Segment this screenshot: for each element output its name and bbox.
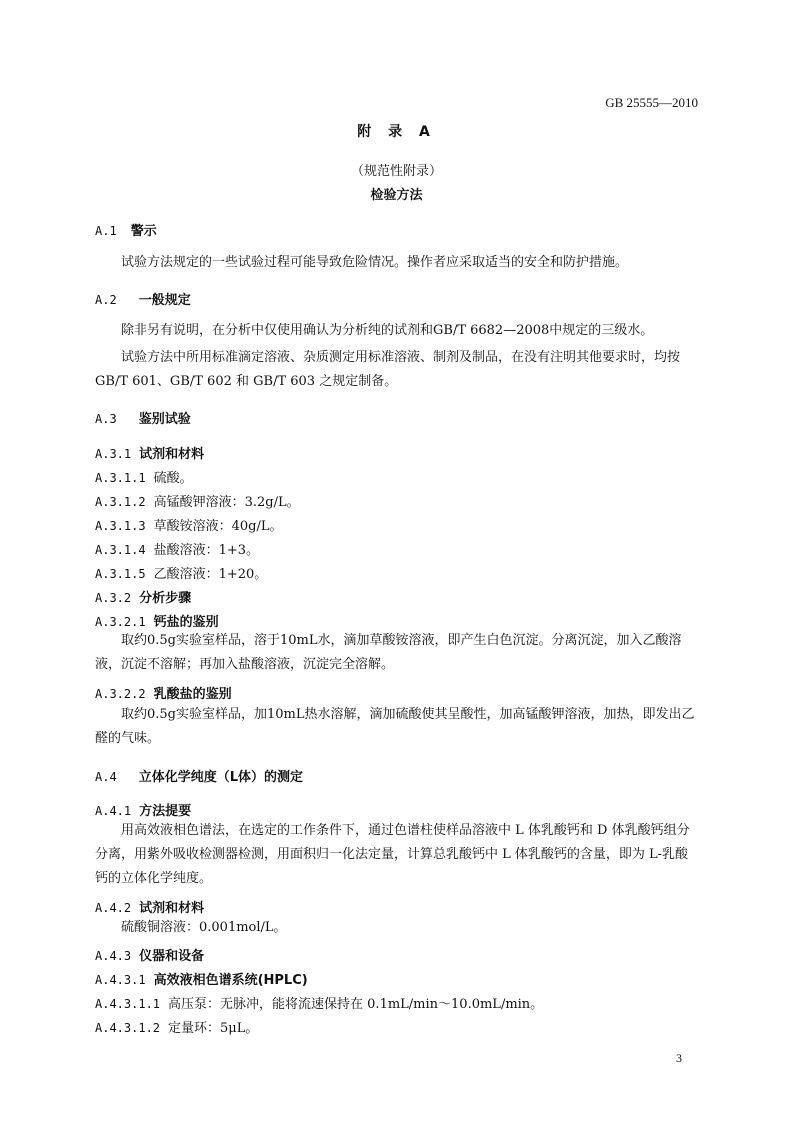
- annex-normative-label: （规范性附录）: [350, 164, 442, 179]
- section-number: A.4.3.1: [95, 973, 146, 987]
- paragraph-lactate-identification: 取约0.5g实验室样品，加10mL热水溶解，滴加硫酸使其呈酸性，加高锰酸钾溶液，加热，即发出乙醛的气味。: [95, 707, 695, 746]
- annex-subtitle: 检验方法: [370, 188, 423, 203]
- section-title: 高效液相色谱系统(HPLC): [153, 973, 308, 988]
- item-text: 高锰酸钾溶液：3.2g/L。: [153, 495, 300, 510]
- section-a2-heading: [95, 289, 191, 308]
- item-text: 草酸铵溶液：40g/L。: [153, 519, 283, 534]
- item-a4312: [95, 1017, 258, 1036]
- page-number: 3: [676, 1051, 682, 1065]
- section-number: A.3: [95, 412, 117, 426]
- section-title: 仪器和设备: [139, 949, 205, 964]
- item-a314: [95, 539, 259, 558]
- item-number: A.4.3.1.2: [95, 1021, 161, 1035]
- section-a1-heading: [95, 220, 157, 239]
- section-title: 一般规定: [138, 293, 191, 308]
- standard-number: GB 25555—2010: [605, 95, 698, 110]
- section-title: 分析步骤: [139, 591, 192, 606]
- item-text: 盐酸溶液：1+3。: [153, 543, 260, 558]
- section-a322-heading: [95, 683, 232, 702]
- item-text: 硫酸。: [153, 471, 193, 486]
- section-a43-heading: [95, 945, 204, 964]
- item-a311: [95, 467, 193, 486]
- section-a31-heading: [95, 443, 204, 462]
- item-a315: [95, 563, 267, 582]
- paragraph-method-summary: 用高效液相色谱法，在选定的工作条件下，通过色谱柱使样品溶液中 L 体乳酸钙和 D 体乳酸钙组分分离，用紫外吸收检测器检测，用面积归一化法定量，计算总乳酸钙中 L 体乳酸钙的含量，即为 L-乳酸钙的立体化学纯度。: [95, 823, 690, 886]
- item-a4311: [95, 993, 543, 1012]
- section-number: A.3.2: [95, 591, 132, 605]
- section-title: 试剂和材料: [139, 901, 205, 916]
- section-number: A.4: [95, 770, 117, 784]
- paragraph-warning: 试验方法规定的一些试验过程可能导致危险情况。操作者应采取适当的安全和防护措施。: [121, 255, 629, 270]
- item-number: A.4.3.1.1: [95, 997, 161, 1011]
- item-number: A.3.1.3: [95, 519, 146, 533]
- item-a313: [95, 515, 282, 534]
- section-title: 鉴别试验: [138, 412, 191, 427]
- section-title: 钙盐的鉴别: [153, 615, 219, 630]
- section-a3-heading: [95, 408, 191, 427]
- section-a4-heading: [95, 766, 303, 785]
- paragraph-calcium-identification: 取约0.5g实验室样品，溶于10mL水，滴加草酸铵溶液，即产生白色沉淀。分离沉淀，加入乙酸溶液，沉淀不溶解；再加入盐酸溶液，沉淀完全溶解。: [95, 633, 682, 672]
- annex-title: 附 录 A: [357, 124, 436, 140]
- item-number: A.3.1.4: [95, 543, 146, 557]
- section-a41-heading: [95, 800, 191, 819]
- item-text: 乙酸溶液：1+20。: [153, 567, 268, 582]
- section-number: A.4.3: [95, 949, 132, 963]
- section-title: 立体化学纯度（L体）的测定: [138, 770, 303, 785]
- item-number: A.3.1.5: [95, 567, 146, 581]
- paragraph-reagents: 硫酸铜溶液：0.001mol/L。: [121, 920, 287, 935]
- section-number: A.3.1: [95, 447, 132, 461]
- paragraph-general-2: 试验方法中所用标准滴定溶液、杂质测定用标准溶液、制剂及制品，在没有注明其他要求时，均按 GB/T 601、GB/T 602 和 GB/T 603 之规定制备。: [95, 350, 681, 389]
- section-title: 试剂和材料: [139, 447, 205, 462]
- item-a312: [95, 491, 300, 510]
- section-number: A.3.2.2: [95, 687, 146, 701]
- item-number: A.3.1.2: [95, 495, 146, 509]
- section-title: 警示: [130, 224, 157, 239]
- section-number: A.1: [95, 224, 117, 238]
- section-number: A.3.2.1: [95, 615, 146, 629]
- paragraph-general-1: 除非另有说明，在分析中仅使用确认为分析纯的试剂和GB/T 6682—2008中规定的三级水。: [121, 323, 654, 338]
- section-a42-heading: [95, 897, 204, 916]
- section-number: A.4.1: [95, 804, 132, 818]
- section-a32-heading: [95, 587, 191, 606]
- section-number: A.2: [95, 293, 117, 307]
- section-title: 乳酸盐的鉴别: [153, 687, 232, 702]
- section-a321-heading: [95, 611, 219, 630]
- item-text: 定量环：5μL。: [168, 1021, 259, 1036]
- item-text: 高压泵：无脉冲，能将流速保持在 0.1mL/min～10.0mL/min。: [168, 997, 544, 1012]
- section-a431-heading: [95, 969, 308, 988]
- item-number: A.3.1.1: [95, 471, 146, 485]
- section-title: 方法提要: [139, 804, 192, 819]
- section-number: A.4.2: [95, 901, 132, 915]
